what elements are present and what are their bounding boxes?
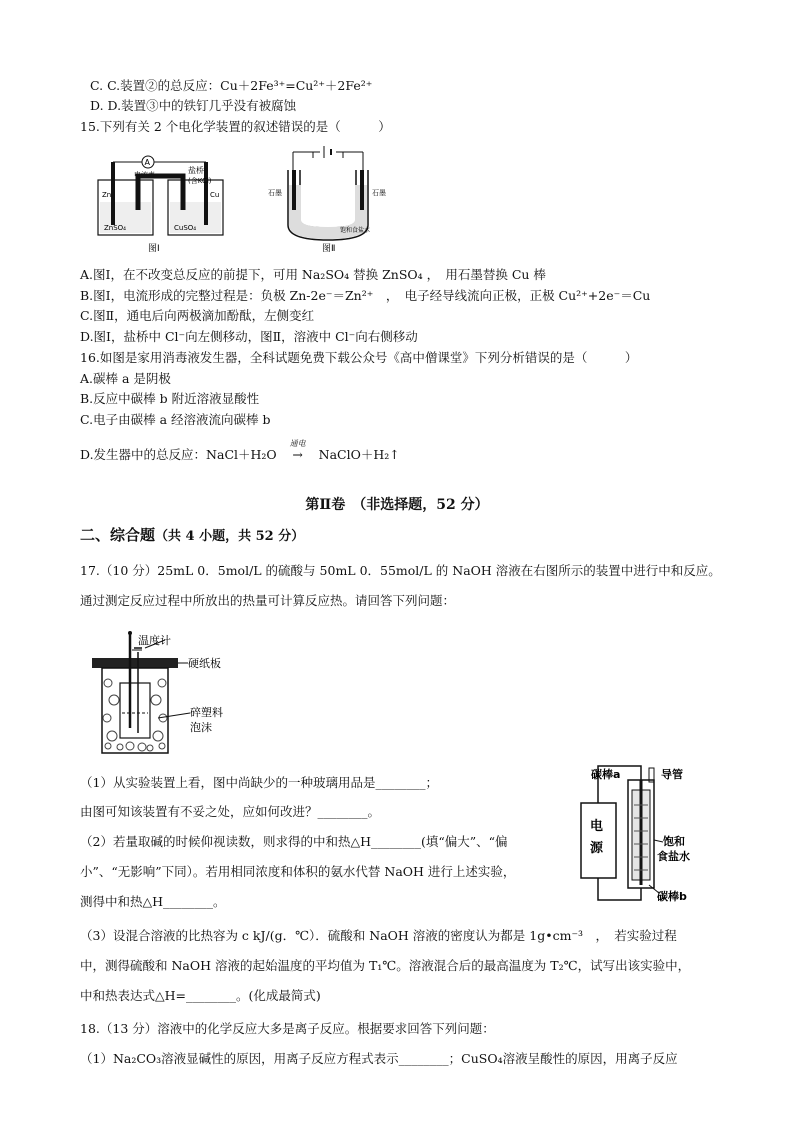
q18-line-1: 18.（13 分）溶液中的化学反应大多是离子反应。根据要求回答下列问题： — [80, 1021, 495, 1036]
graphite-left-label: 石墨 — [268, 189, 282, 197]
znso4-label: ZnSO₄ — [104, 224, 126, 232]
brine-label: 饱和食盐水 — [340, 227, 371, 234]
q17-line-2: 通过测定反应过程中所放出的热量可计算反应热。请回答下列问题： — [80, 593, 456, 608]
ammeter-label: 电流表 — [134, 171, 155, 179]
calorimeter-figure — [90, 628, 230, 758]
power-label-1: 电 — [590, 819, 604, 834]
salt-bridge-label: 盐桥 — [188, 166, 204, 175]
brine-label-1: 饱和 — [663, 835, 685, 848]
brine-label-2: 食盐水 — [657, 850, 690, 863]
q17-line-1: 17.（10 分）25mL 0．5mol/L 的硫酸与 50mL 0．55mol/L 的 NaOH 溶液在右图所示的装置中进行中和反应。 — [80, 563, 721, 578]
figure-1-caption: 图Ⅰ — [148, 244, 160, 254]
q16-option-c: C.电子由碳棒 a 经溶液流向碳棒 b — [80, 412, 271, 427]
foam-label-1: 碎塑料 — [190, 706, 223, 719]
cuso4-label: CuSO₄ — [174, 224, 197, 232]
ammeter-symbol: A — [144, 158, 150, 167]
part-2-title: 第Ⅱ卷 （非选择题，52 分） — [305, 497, 489, 513]
q16-stem: 16.如图是家用消毒液发生器，全科试题免费下载公众号《高中僧课堂》下列分析错误的是（ ） — [80, 350, 638, 365]
tube-label: 导管 — [661, 768, 683, 781]
q18-line-2: （1）Na₂CO₃溶液显碱性的原因，用离子反应方程式表示________；CuSO₄溶液呈酸性的原因，用离子反应 — [80, 1051, 678, 1066]
q16-option-a: A.碳棒 a 是阴极 — [80, 371, 171, 386]
section-title: 二、综合题 — [80, 526, 156, 544]
electrolysis-arrow-label: 通电 — [289, 439, 306, 448]
q17-part-3c: 中和热表达式△H=________。(化成最简式) — [80, 988, 321, 1003]
q16-option-d-suffix: NaClO＋H₂↑ — [318, 447, 400, 462]
figure-2-caption: 图Ⅱ — [322, 244, 336, 254]
q15-option-b: B.图Ⅰ，电流形成的完整过程是：负极 Zn-2e⁻＝Zn²⁺ ， 电子经导线流向正极，正极 Cu²⁺+2e⁻＝Cu — [80, 288, 651, 303]
q16-option-d — [80, 439, 400, 464]
cu-label: Cu — [210, 191, 220, 199]
q15-figures — [88, 140, 408, 258]
electrolysis-arrow: 通电 → — [281, 446, 315, 464]
figure-1-galvanic-cell — [98, 156, 223, 254]
section-note: （共 4 小题，共 52 分） — [155, 529, 305, 544]
q15-option-d: D.图Ⅰ，盐桥中 Cl⁻向左侧移动，图Ⅱ，溶液中 Cl⁻向右侧移动 — [80, 329, 418, 344]
q15-stem: 15.下列有关 2 个电化学装置的叙述错误的是（ ） — [80, 119, 391, 134]
option-c-prev: C. C.装置②的总反应：Cu＋2Fe³⁺=Cu²⁺＋2Fe²⁺ — [90, 78, 373, 93]
carbon-rod-b-label: 碳棒b — [657, 890, 687, 903]
q17-part-1a: （1）从实验装置上看，图中尚缺少的一种玻璃用品是________； — [80, 775, 438, 790]
q17-part-3b: 中，测得硫酸和 NaOH 溶液的起始温度的平均值为 T₁℃。溶液混合后的最高温度为 T₂℃，试写出该实验中， — [80, 958, 691, 973]
carbon-rod-a-label: 碳棒a — [591, 768, 621, 781]
foam-label-2: 泡沫 — [190, 721, 212, 734]
q15-option-a: A.图Ⅰ，在不改变总反应的前提下，可用 Na₂SO₄ 替换 ZnSO₄ ， 用石墨替换 Cu 棒 — [80, 267, 546, 282]
salt-bridge-kcl: (含KCl) — [188, 177, 212, 185]
graphite-right-label: 石墨 — [372, 189, 386, 197]
thermometer-label: 温度计 — [138, 634, 171, 647]
cardboard-label: 硬纸板 — [188, 657, 221, 670]
zn-label: Zn — [102, 191, 112, 199]
option-d-prev: D. D.装置③中的铁钉几乎没有被腐蚀 — [90, 98, 297, 113]
q17-part-3a: （3）设混合溶液的比热容为 c kJ/(g．℃）．硫酸和 NaOH 溶液的密度认为都是 1g•cm⁻³ ， 若实验过程 — [80, 928, 677, 943]
q17-part-2c: 测得中和热△H________。 — [80, 894, 226, 909]
q16-option-b: B.反应中碳棒 b 附近溶液显酸性 — [80, 391, 260, 406]
generator-figure — [573, 760, 723, 910]
power-label-2: 源 — [590, 841, 604, 856]
q17-part-1b: 由图可知该装置有不妥之处，应如何改进？________。 — [80, 804, 381, 819]
q17-part-2a: （2）若量取碱的时候仰视读数，则求得的中和热△H________(填“偏大”、“偏 — [80, 834, 508, 849]
q15-option-c: C.图Ⅱ，通电后向两极滴加酚酞，左侧变红 — [80, 308, 315, 323]
section-heading — [80, 524, 304, 545]
figure-2-electrolysis-u-tube — [268, 146, 386, 254]
q16-option-d-prefix: D.发生器中的总反应：NaCl＋H₂O — [80, 447, 277, 462]
q17-part-2b: 小”、“无影响”下同）。若用相同浓度和体积的氨水代替 NaOH 进行上述实验， — [80, 864, 516, 879]
